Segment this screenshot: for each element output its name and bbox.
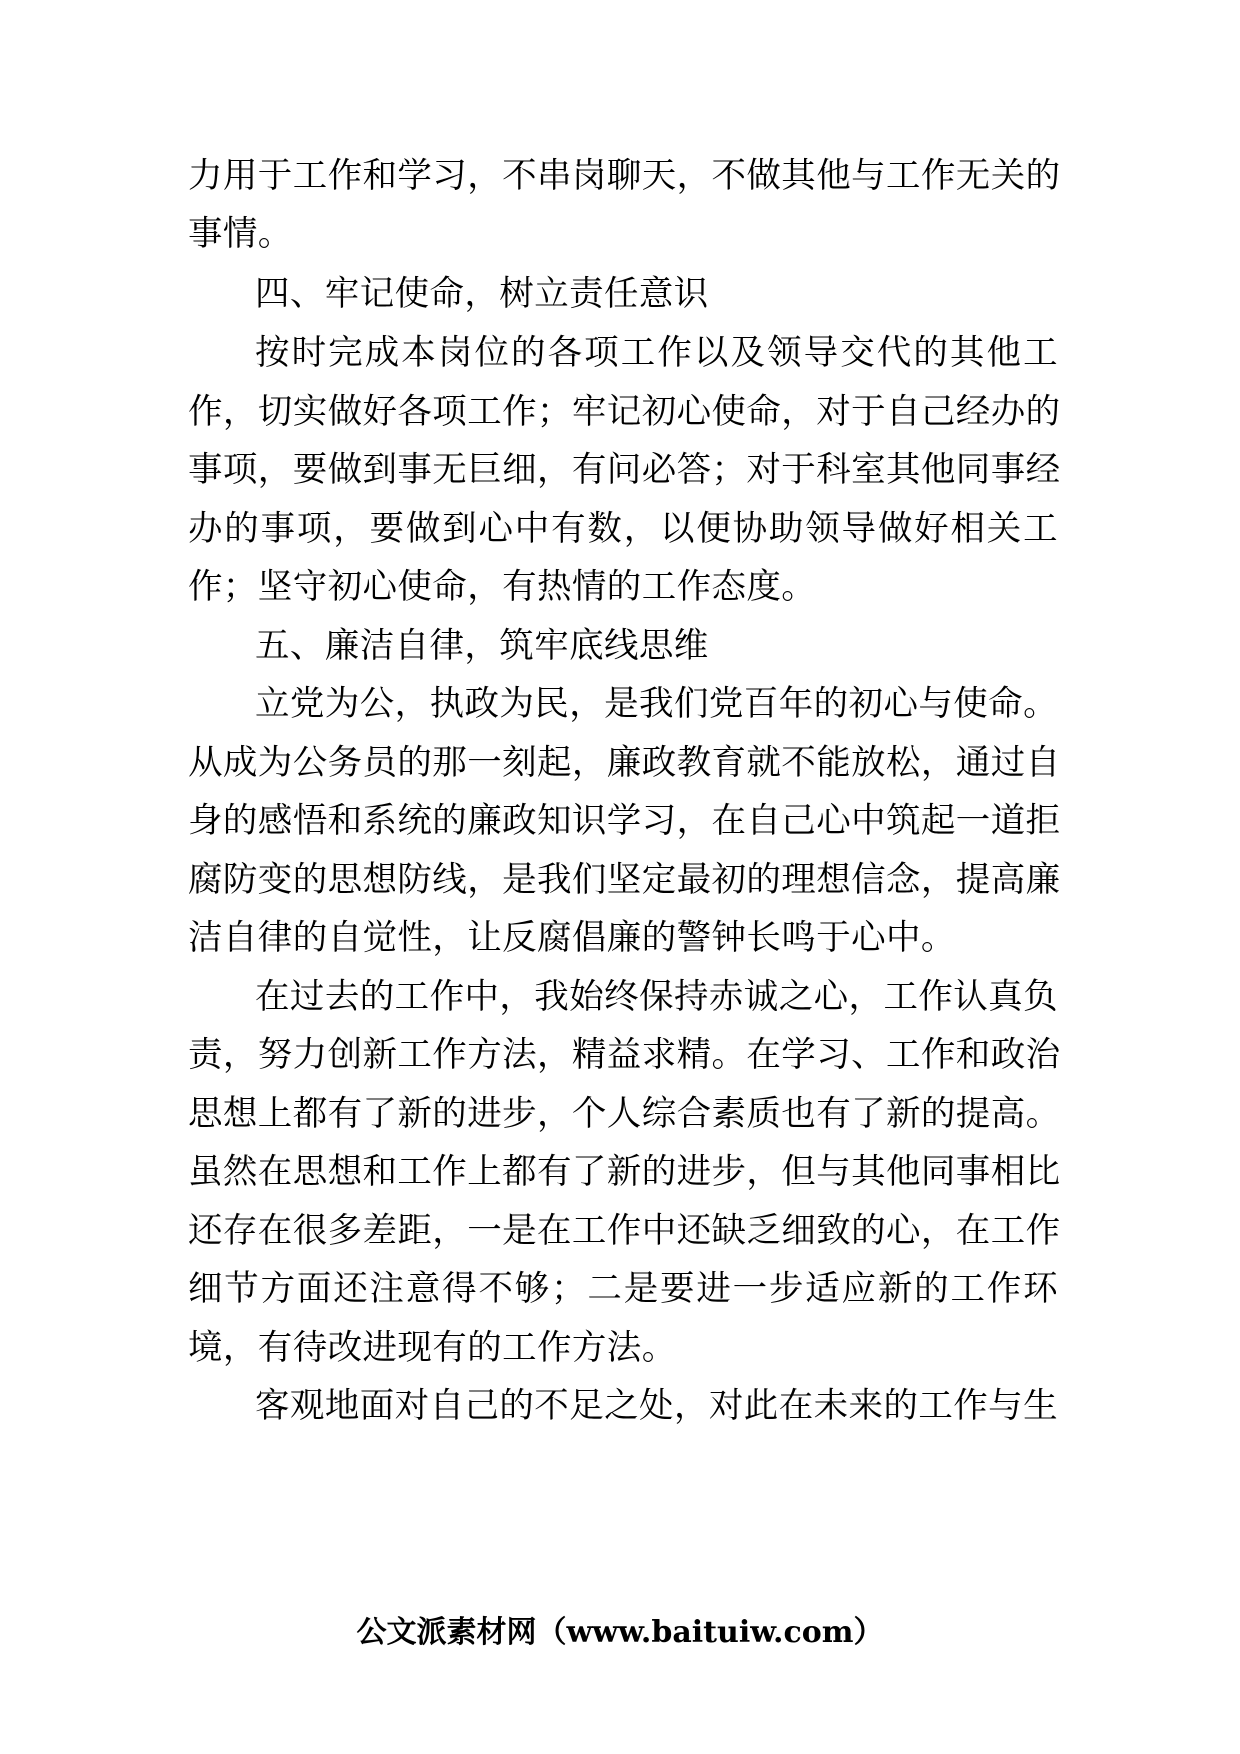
paragraph-line: 客观地面对自己的不足之处，对此在未来的工作与生 xyxy=(255,1386,1058,1426)
paragraph-line: 还存在很多差距，一是在工作中还缺乏细致的心，在工作 xyxy=(188,1211,1061,1251)
paragraph-line: 作；坚守初心使命，有热情的工作态度。 xyxy=(188,567,817,607)
paragraph-line: 境，有待改进现有的工作方法。 xyxy=(188,1328,677,1368)
paragraph-line: 从成为公务员的那一刻起，廉政教育就不能放松，通过自 xyxy=(188,743,1061,783)
paragraph-line: 办的事项，要做到心中有数，以便协助领导做好相关工 xyxy=(188,509,1058,549)
paragraph-line: 作，切实做好各项工作；牢记初心使命，对于自己经办的 xyxy=(188,392,1061,432)
paragraph-line: 在过去的工作中，我始终保持赤诚之心，工作认真负 xyxy=(255,977,1058,1017)
footer-watermark: 公文派素材网（www.baituiw.com） xyxy=(356,1615,884,1650)
section-heading: 五、廉洁自律，筑牢底线思维 xyxy=(255,626,709,666)
paragraph-line: 身的感悟和系统的廉政知识学习，在自己心中筑起一道拒 xyxy=(188,801,1061,841)
paragraph-line: 细节方面还注意得不够；二是要进一步适应新的工作环 xyxy=(188,1269,1058,1309)
paragraph-line: 事情。 xyxy=(188,214,293,254)
section-heading: 四、牢记使命，树立责任意识 xyxy=(255,274,709,314)
paragraph-line: 腐防变的思想防线，是我们坚定最初的理想信念，提高廉 xyxy=(188,860,1061,900)
paragraph-line: 洁自律的自觉性，让反腐倡廉的警钟长鸣于心中。 xyxy=(188,918,956,958)
paragraph-line: 按时完成本岗位的各项工作以及领导交代的其他工 xyxy=(255,333,1058,373)
paragraph-line: 事项，要做到事无巨细，有问必答；对于科室其他同事经 xyxy=(188,450,1061,490)
paragraph-line: 力用于工作和学习，不串岗聊天，不做其他与工作无关的 xyxy=(188,156,1061,196)
paragraph-line: 责，努力创新工作方法，精益求精。在学习、工作和政治 xyxy=(188,1035,1061,1075)
paragraph-line: 立党为公，执政为民，是我们党百年的初心与使命。 xyxy=(255,684,1058,724)
paragraph-line: 思想上都有了新的进步，个人综合素质也有了新的提高。 xyxy=(188,1094,1061,1134)
paragraph-line: 虽然在思想和工作上都有了新的进步，但与其他同事相比 xyxy=(188,1152,1061,1192)
